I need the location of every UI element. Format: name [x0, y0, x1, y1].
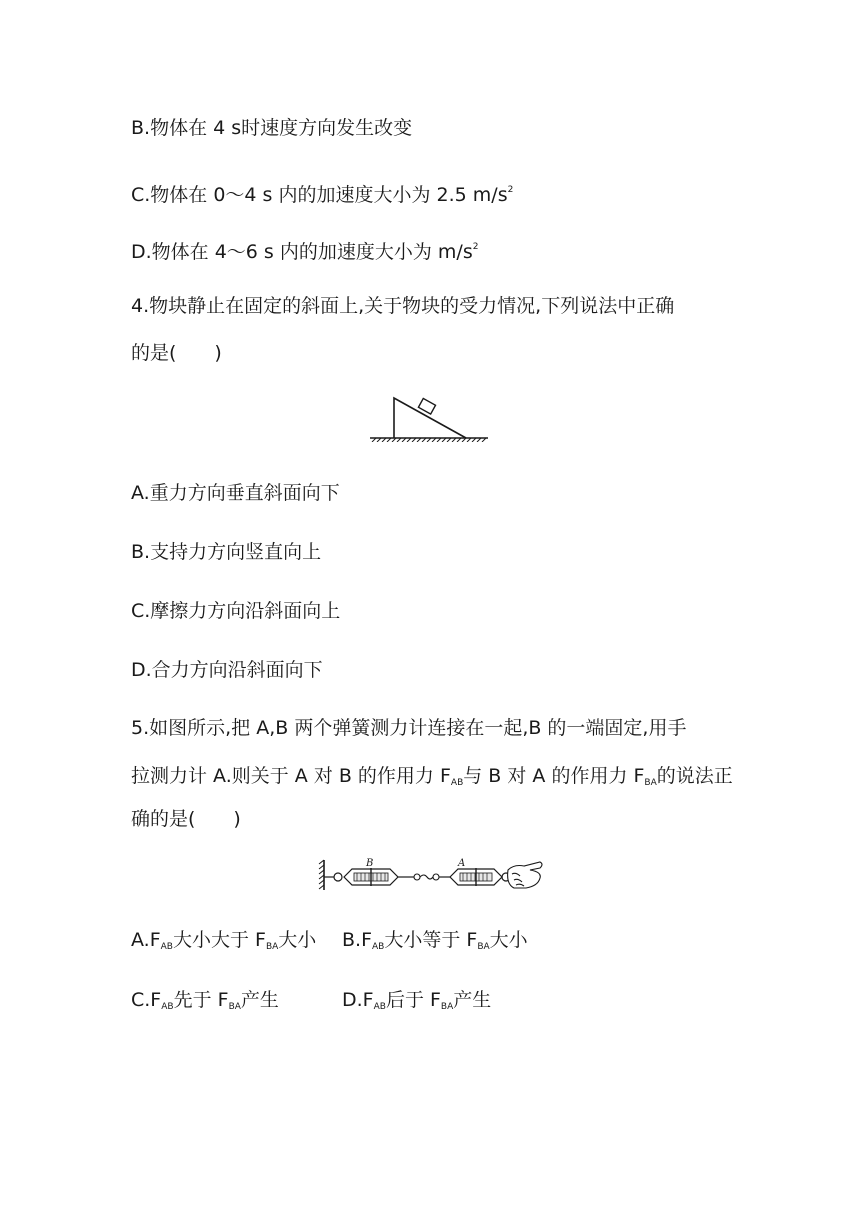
q3-option-d-text: D.物体在 4～6 s 内的加速度大小为 m/s	[131, 241, 473, 263]
q5-stem-line1: 5.如图所示,把 A,B 两个弹簧测力计连接在一起,B 的一端固定,用手	[131, 717, 687, 739]
label-b: B	[366, 858, 374, 869]
q5-stem-line3: 确的是( )	[131, 808, 241, 830]
q5-option-c-prefix: C.F	[131, 989, 162, 1011]
q5-option-b-mid: 大小等于 F	[384, 929, 478, 951]
q5-option-c	[131, 988, 279, 1019]
q4-stem-line2: 的是( )	[131, 342, 222, 364]
q5-option-b-sub2: BA	[477, 942, 490, 952]
q5-stem-line2-c: 的说法正	[656, 765, 733, 787]
q5-option-c-end: 产生	[240, 989, 279, 1011]
q4-option-c: C.摩擦力方向沿斜面向上	[131, 600, 341, 622]
q3-option-c-text: C.物体在 0～4 s 内的加速度大小为 2.5 m/s	[131, 184, 508, 206]
q5-option-c-sub1: AB	[161, 1002, 174, 1012]
hand	[508, 862, 542, 888]
label-a: A	[458, 858, 466, 869]
q5-stem-line2-a: 拉测力计 A.则关于 A 对 B 的作用力 F	[131, 765, 451, 787]
q5-option-b-sub1: AB	[372, 942, 385, 952]
q4-option-d: D.合力方向沿斜面向下	[131, 659, 323, 681]
q5-option-a	[131, 928, 316, 959]
q5-option-a-mid: 大小大于 F	[172, 929, 266, 951]
q5-sub-ab: AB	[450, 778, 464, 788]
q3-option-d	[131, 235, 478, 264]
q5-option-a-sub2: BA	[265, 942, 279, 952]
spring-scale-a	[450, 868, 510, 886]
q4-option-b: B.支持力方向竖直向上	[131, 541, 322, 563]
q5-option-b	[342, 928, 528, 959]
spring-scales-figure	[318, 856, 544, 894]
spring-scale-b	[344, 868, 414, 886]
q3-option-c-exponent: 2	[507, 185, 514, 195]
q5-stem-line2	[131, 764, 733, 795]
q5-option-d-end: 产生	[453, 989, 492, 1011]
q3-option-d-exponent: 2	[472, 242, 479, 252]
q3-option-b: B.物体在 4 s时速度方向发生改变	[131, 117, 413, 139]
block	[418, 398, 435, 414]
q5-option-c-mid: 先于 F	[173, 989, 229, 1011]
q5-option-d-mid: 后于 F	[385, 989, 441, 1011]
q3-option-c	[131, 178, 513, 207]
q5-option-d-sub1: AB	[373, 1002, 386, 1012]
q5-option-d	[342, 988, 491, 1019]
q5-option-a-prefix: A.F	[131, 929, 161, 951]
q5-stem-line2-b: 与 B 对 A 的作用力 F	[463, 765, 645, 787]
q5-option-a-end: 大小	[278, 929, 317, 951]
q5-option-d-sub2: BA	[440, 1002, 454, 1012]
q5-sub-ba: BA	[644, 778, 657, 788]
q5-option-c-sub2: BA	[228, 1002, 241, 1012]
q4-stem-line1: 4.物块静止在固定的斜面上,关于物块的受力情况,下列说法中正确	[131, 295, 675, 317]
q5-option-b-end: 大小	[489, 929, 528, 951]
q5-option-d-prefix: D.F	[342, 989, 374, 1011]
q5-option-a-sub1: AB	[160, 942, 173, 952]
q5-option-b-prefix: B.F	[342, 929, 373, 951]
incline-figure	[368, 394, 490, 442]
q4-option-a: A.重力方向垂直斜面向下	[131, 482, 340, 504]
